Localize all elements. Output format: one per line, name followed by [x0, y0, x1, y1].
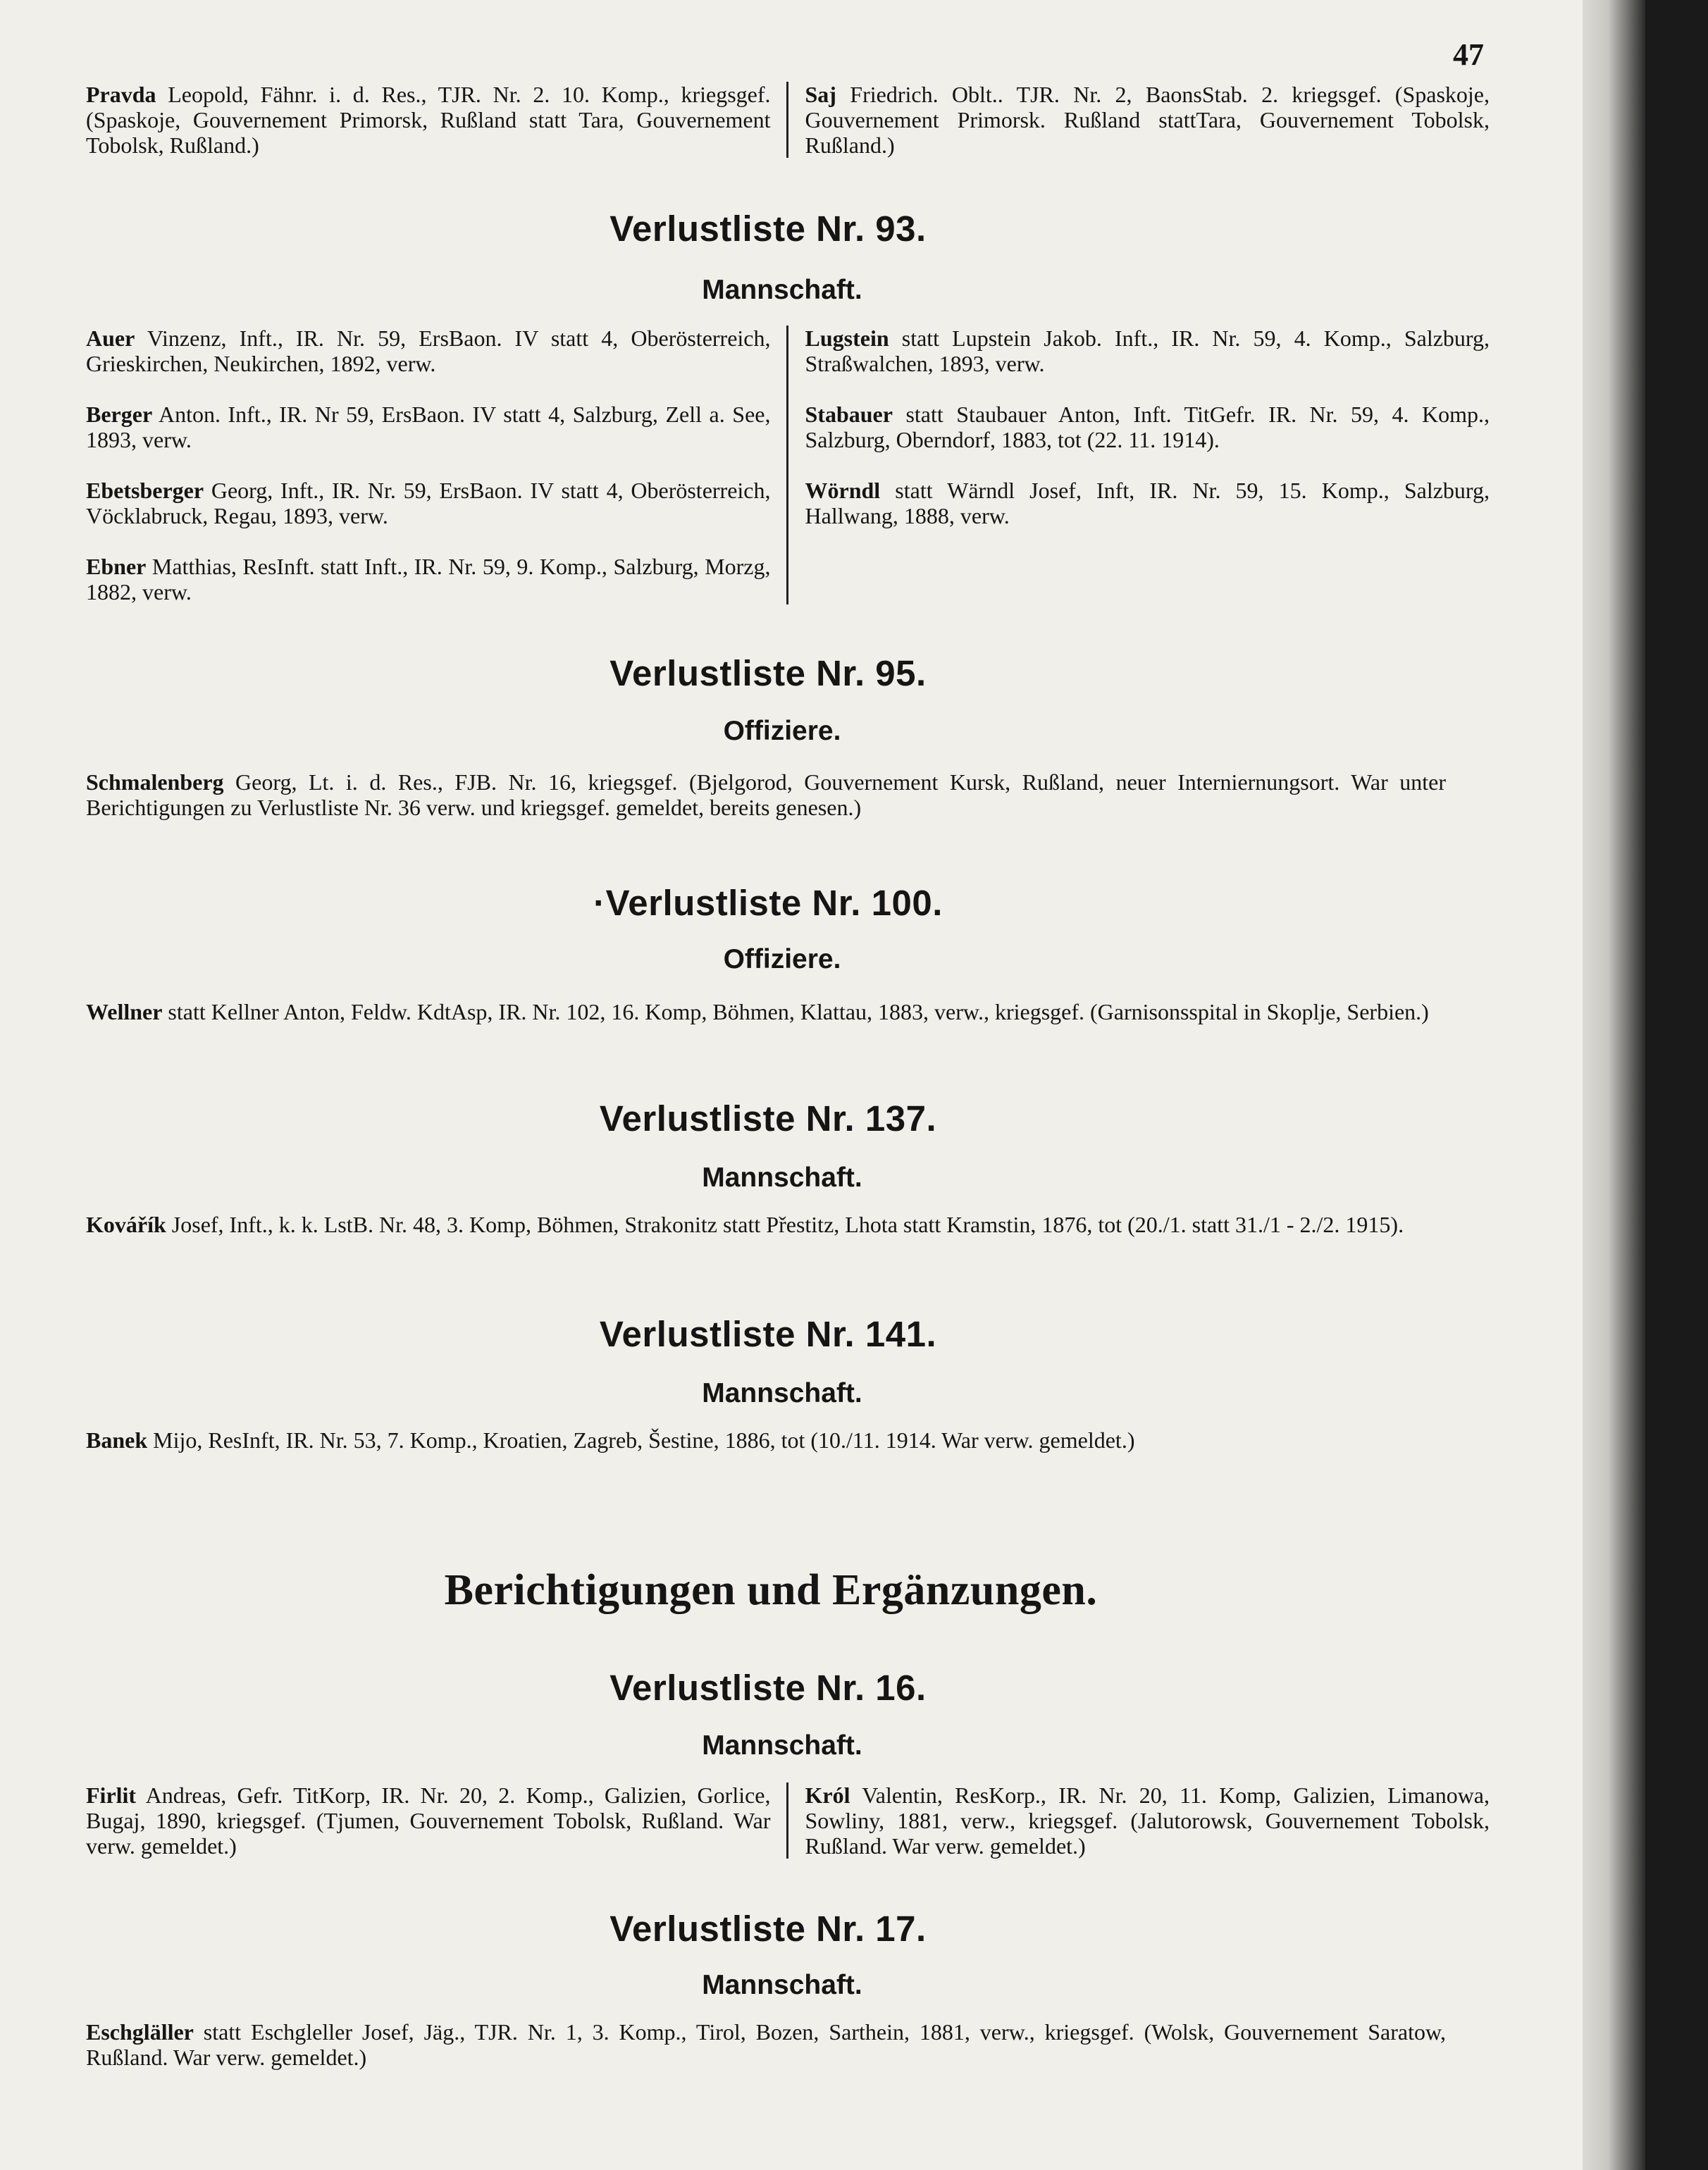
entry-name: Król	[805, 1782, 850, 1808]
entry-name: Stabauer	[805, 402, 893, 427]
left-column	[86, 1782, 788, 1859]
entry-name: Banek	[86, 1427, 148, 1453]
entry-text: Georg, Inft., IR. Nr. 59, ErsBaon. IV statt 4, Oberösterreich, Vöcklabruck, Regau, 1893, verw.	[86, 478, 771, 528]
entry-text: Matthias, ResInft. statt Inft., IR. Nr. 59, 9. Komp., Salzburg, Morzg, 1882, verw.	[86, 554, 771, 604]
list-item	[86, 1782, 771, 1859]
list-item	[86, 2019, 1446, 2070]
list-item	[805, 478, 1490, 528]
list-item	[86, 999, 1446, 1024]
left-column	[86, 82, 788, 158]
section-heading: Verlustliste Nr. 141.	[599, 1314, 937, 1354]
list-item	[86, 769, 1446, 820]
list-item	[86, 402, 771, 452]
section-subheading: Mannschaft.	[702, 1730, 862, 1761]
entry-text: Friedrich. Oblt.. TJR. Nr. 2, BaonsStab. 2. kriegsgef. (Spaskoje, Gouvernement Primorsk. Rußland stattTara, Gouvernement Tobolsk, Rußland.)	[805, 82, 1490, 158]
entry-text: Josef, Inft., k. k. LstB. Nr. 48, 3. Komp, Böhmen, Strakonitz statt Přestitz, Lhota statt Kramstin, 1876, tot (20./1. statt 31./1 - 2./2. 1915).	[166, 1212, 1404, 1237]
list-item	[86, 478, 771, 528]
section-heading: Verlustliste Nr. 137.	[599, 1098, 937, 1139]
list-item	[86, 326, 771, 376]
list-item	[86, 1427, 1446, 1453]
s93-columns	[86, 326, 1490, 604]
left-column	[86, 326, 788, 604]
entry-text: Valentin, ResKorp., IR. Nr. 20, 11. Komp, Galizien, Limanowa, Sowliny, 1881, verw., kriegsgef. (Jalutorowsk, Gouvernement Tobolsk, Rußland. War verw. gemeldet.)	[805, 1782, 1490, 1859]
entry-name: Eschgläller	[86, 2019, 194, 2045]
list-item	[805, 1782, 1490, 1859]
entry-text: Mijo, ResInft, IR. Nr. 53, 7. Komp., Kroatien, Zagreb, Šestine, 1886, tot (10./11. 1914. War verw. gemeldet.)	[147, 1427, 1135, 1453]
entry-name: Ebner	[86, 554, 147, 579]
entry-name: Pravda	[86, 82, 156, 107]
section-heading: Verlustliste Nr. 93.	[609, 209, 927, 249]
section-subheading: Mannschaft.	[702, 1162, 862, 1193]
section-heading: Verlustliste Nr. 16.	[609, 1668, 927, 1708]
entry-name: Kovářík	[86, 1212, 166, 1237]
entry-name: Lugstein	[805, 326, 889, 351]
right-column	[788, 326, 1490, 604]
right-column	[788, 1782, 1490, 1859]
entry-text: Anton. Inft., IR. Nr 59, ErsBaon. IV statt 4, Salzburg, Zell a. See, 1893, verw.	[86, 402, 771, 452]
page-title: Berichtigungen und Ergänzungen.	[444, 1566, 1098, 1614]
entry-name: Schmalenberg	[86, 769, 224, 795]
list-item	[86, 1212, 1446, 1237]
section-subheading: Mannschaft.	[702, 1378, 862, 1408]
entry-text: Vinzenz, Inft., IR. Nr. 59, ErsBaon. IV statt 4, Oberösterreich, Grieskirchen, Neukirchen, 1892, verw.	[86, 326, 771, 376]
list-item	[805, 82, 1490, 158]
list-item	[86, 554, 771, 604]
list-item	[805, 326, 1490, 376]
entry-text: statt Wärndl Josef, Inft, IR. Nr. 59, 15. Komp., Salzburg, Hallwang, 1888, verw.	[805, 478, 1490, 528]
list-item	[805, 402, 1490, 452]
list-item	[86, 82, 771, 158]
entry-text: Andreas, Gefr. TitKorp, IR. Nr. 20, 2. Komp., Galizien, Gorlice, Bugaj, 1890, kriegsgef. (Tjumen, Gouvernement Tobolsk, Rußland. War verw. gemeldet.)	[86, 1782, 771, 1859]
entry-name: Auer	[86, 326, 135, 351]
right-column	[788, 82, 1490, 158]
section-subheading: Mannschaft.	[702, 1970, 862, 2000]
entry-text: Leopold, Fähnr. i. d. Res., TJR. Nr. 2. 10. Komp., kriegsgef. (Spaskoje, Gouvernement Primorsk, Rußland statt Tara, Gouvernement Tobolsk, Rußland.)	[86, 82, 771, 158]
entry-text: statt Eschgleller Josef, Jäg., TJR. Nr. 1, 3. Komp., Tirol, Bozen, Sarthein, 1881, verw., kriegsgef. (Wolsk, Gouvernement Saratow, Rußland. War verw. gemeldet.)	[86, 2019, 1446, 2070]
entry-name: Firlit	[86, 1782, 137, 1808]
section-subheading: Mannschaft.	[702, 275, 862, 305]
section-heading: ·Verlustliste Nr. 100.	[593, 883, 943, 923]
entry-text: statt Staubauer Anton, Inft. TitGefr. IR. Nr. 59, 4. Komp., Salzburg, Oberndorf, 1883, tot (22. 11. 1914).	[805, 402, 1490, 452]
section-subheading: Offiziere.	[723, 944, 841, 974]
section-subheading: Offiziere.	[723, 716, 841, 746]
page-edge	[1583, 0, 1645, 2170]
top-columns	[86, 82, 1490, 158]
section-heading: Verlustliste Nr. 95.	[609, 653, 927, 693]
entry-name: Wellner	[86, 999, 163, 1024]
entry-name: Berger	[86, 402, 153, 427]
entry-text: statt Kellner Anton, Feldw. KdtAsp, IR. Nr. 102, 16. Komp, Böhmen, Klattau, 1883, verw., kriegsgef. (Garnisonsspital in Skoplje, Serbien.)	[162, 999, 1429, 1024]
entry-name: Saj	[805, 82, 836, 107]
page-number: 47	[1453, 37, 1484, 72]
entry-name: Wörndl	[805, 478, 881, 503]
entry-text: statt Lupstein Jakob. Inft., IR. Nr. 59, 4. Komp., Salzburg, Straßwalchen, 1893, verw.	[805, 326, 1490, 376]
s16-columns	[86, 1782, 1490, 1859]
section-heading: Verlustliste Nr. 17.	[609, 1909, 927, 1949]
entry-name: Ebetsberger	[86, 478, 204, 503]
entry-text: Georg, Lt. i. d. Res., FJB. Nr. 16, kriegsgef. (Bjelgorod, Gouvernement Kursk, Rußland, neuer Interniernungsort. War unter Berichtigungen zu Verlustliste Nr. 36 verw. und kriegsgef. gemeldet, bereits genesen.)	[86, 769, 1446, 820]
